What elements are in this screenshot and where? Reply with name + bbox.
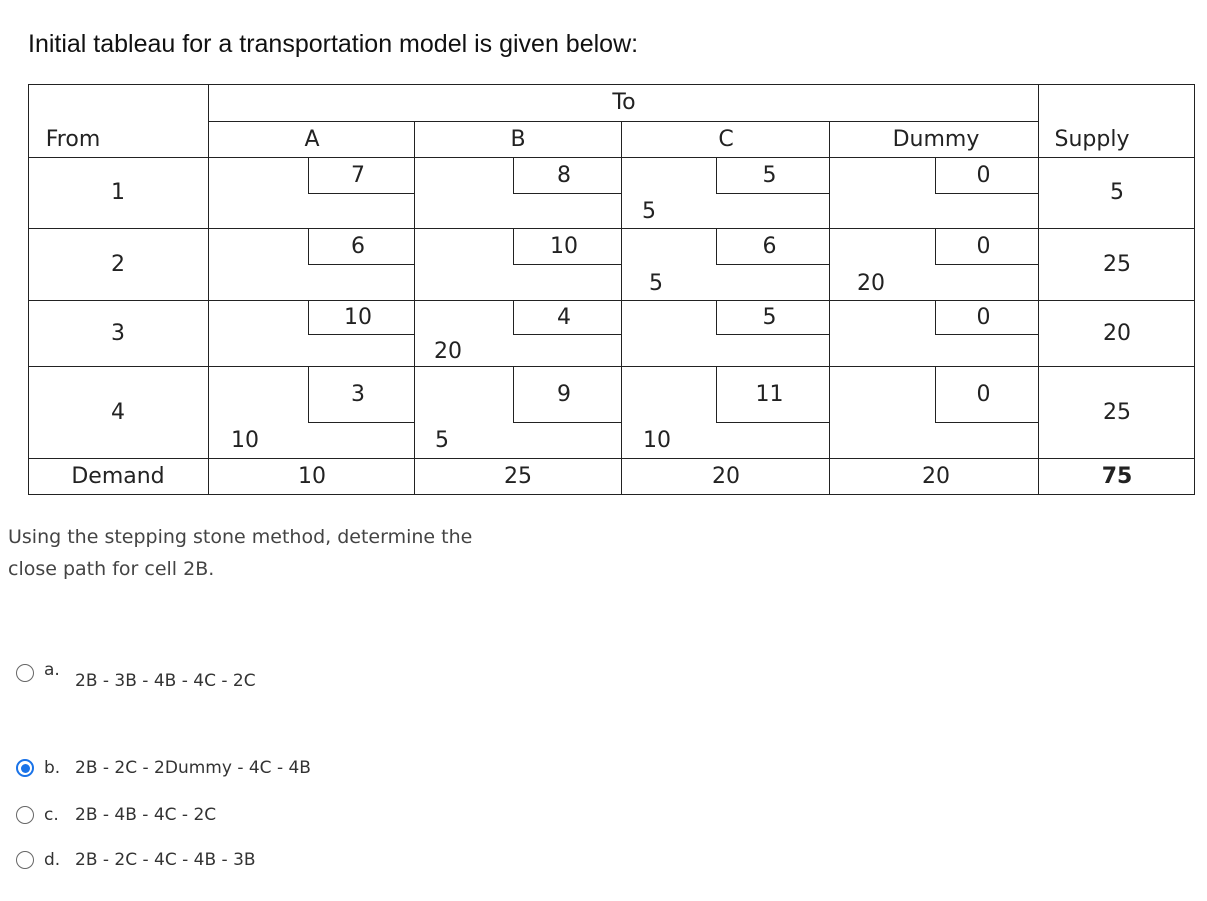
- page-title: Initial tableau for a transportation model is given below:: [28, 30, 639, 58]
- demand-value: 20: [922, 464, 950, 489]
- radio-button[interactable]: [16, 664, 34, 682]
- total-value: 75: [1101, 464, 1133, 489]
- option-letter: d.: [44, 850, 61, 870]
- cost-value: 11: [755, 382, 784, 407]
- radio-button[interactable]: [16, 759, 34, 777]
- option-letter: c.: [44, 805, 59, 825]
- table-border-top: [28, 84, 1195, 85]
- transportation-tableau: [28, 84, 1195, 495]
- allocation-value: 10: [231, 428, 259, 453]
- demand-value: 25: [504, 464, 532, 489]
- grid-line: [28, 458, 1195, 459]
- allocation-value: 5: [435, 428, 449, 453]
- cost-value: 7: [351, 163, 365, 188]
- supply-header: Supply: [1054, 127, 1130, 152]
- radio-button[interactable]: [16, 851, 34, 869]
- option-letter: b.: [44, 758, 61, 778]
- option-text: 2B - 2C - 4C - 4B - 3B: [75, 850, 256, 870]
- cost-value: 5: [762, 305, 777, 330]
- question-text: Using the stepping stone method, determine the close path for cell 2B.: [8, 526, 473, 580]
- demand-value: 10: [298, 464, 326, 489]
- allocation-value: 5: [642, 199, 656, 224]
- cost-value: 6: [762, 234, 777, 259]
- row-label-3: 3: [111, 321, 125, 346]
- to-header: To: [612, 90, 636, 115]
- from-header: From: [45, 127, 101, 152]
- table-border-bottom: [28, 494, 1195, 495]
- grid-line: [208, 84, 209, 495]
- allocation-value: 20: [857, 271, 885, 296]
- to-header-underline: [208, 121, 1039, 122]
- supply-value: 5: [1110, 180, 1124, 205]
- radio-button[interactable]: [16, 806, 34, 824]
- option-text: 2B - 4B - 4C - 2C: [75, 805, 217, 825]
- column-header-b: B: [510, 127, 526, 152]
- option-text: 2B - 2C - 2Dummy - 4C - 4B: [75, 758, 311, 778]
- allocation-value: 10: [643, 428, 671, 453]
- cost-value: 0: [976, 305, 991, 330]
- cost-value: 0: [976, 163, 991, 188]
- cost-value: 8: [557, 163, 571, 188]
- column-header-c: C: [718, 127, 734, 152]
- cost-value: 5: [762, 163, 777, 188]
- cost-value: 0: [976, 234, 991, 259]
- supply-value: 20: [1103, 321, 1131, 346]
- table-border-right: [1194, 84, 1195, 495]
- allocation-value: 5: [649, 271, 663, 296]
- allocation-value: 20: [434, 339, 462, 364]
- option-letter: a.: [44, 660, 60, 680]
- column-header-dummy: Dummy: [892, 127, 980, 152]
- option-text: 2B - 3B - 4B - 4C - 2C: [75, 671, 256, 691]
- demand-value: 20: [712, 464, 740, 489]
- cost-value: 10: [344, 305, 372, 330]
- cost-value: 0: [976, 382, 991, 407]
- row-label-4: 4: [111, 400, 125, 425]
- grid-line: [1038, 84, 1039, 495]
- supply-value: 25: [1103, 252, 1131, 277]
- cost-value: 4: [557, 305, 571, 330]
- cost-value: 10: [550, 234, 578, 259]
- column-header-a: A: [304, 127, 320, 152]
- demand-label: Demand: [71, 464, 165, 489]
- cost-value: 3: [351, 382, 365, 407]
- table-border-left: [28, 84, 29, 495]
- cost-value: 6: [351, 234, 365, 259]
- cost-value: 9: [557, 382, 571, 407]
- row-label-2: 2: [111, 252, 125, 277]
- supply-value: 25: [1103, 400, 1131, 425]
- row-label-1: 1: [111, 180, 125, 205]
